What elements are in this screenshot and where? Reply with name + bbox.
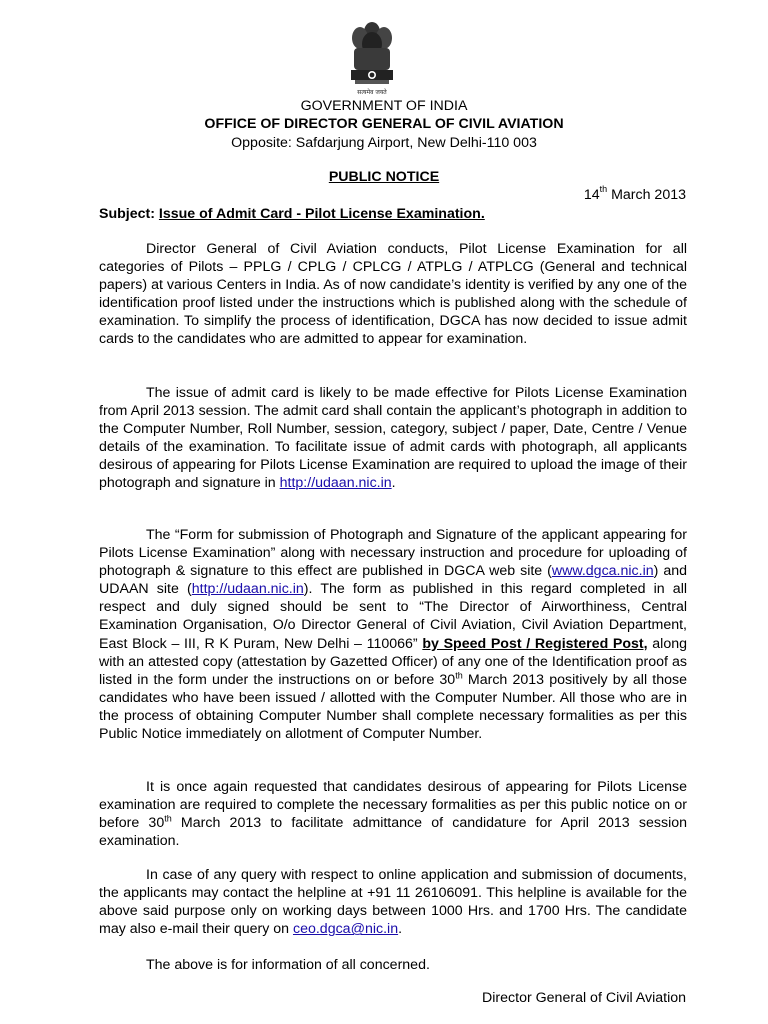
paragraph-4: It is once again requested that candidates desirous of appearing for Pilots License examination are required to complete the necessary formalities as per this public notice on or before 30th March 2013 to facilitate admittance of candidature for April 2013 session examination.	[99, 779, 687, 850]
subject-label: Subject:	[99, 206, 155, 222]
national-emblem-icon	[343, 18, 401, 96]
paragraph-5: In case of any query with respect to online application and submission of documents, the applicants may contact the helpline at +91 11 26106091. This helpline is available for the above said purpose only on working days between 1000 Hrs. and 1700 Hrs. The candidate may also e-mail their query on ceo.dgca@nic.in.	[99, 867, 687, 938]
header-office: OFFICE OF DIRECTOR GENERAL OF CIVIL AVIATION	[204, 116, 564, 132]
p2-text: The issue of admit card is likely to be made effective for Pilots License Examination from April 2013 session. The admit card shall contain the applicant’s photograph in addition to the Computer Number, Roll Number, session, category, subject / paper, Date, Centre / Venue details of the examination. To facilitate issue of admit cards with photograph, all applicants desirous of appearing for Pilots License Examination are required to upload the image of their photograph and signature in	[99, 385, 687, 492]
signature-line: Director General of Civil Aviation	[482, 990, 686, 1006]
notice-date	[584, 186, 686, 204]
dgca-link[interactable]: www.dgca.nic.in	[551, 563, 654, 580]
subject-text: Issue of Admit Card - Pilot License Examination.	[158, 206, 485, 222]
date-suffix: th	[599, 184, 608, 195]
paragraph-3: The “Form for submission of Photograph and Signature of the applicant appearing for Pilots License Examination” along with necessary instruction and procedure for uploading of photograph & signature to this effect are published in DGCA web site (www.dgca.nic.in) and UDAAN site (http://udaan.nic.in). The form as published in this regard completed in all respect and duly signed should be sent to “The Director of Airworthiness, Central Examination Organisation, O/o Director General of Civil Aviation, Civil Aviation Department, East Block – III, R K Puram, New Delhi – 110066” by Speed Post / Registered Post, along with an attested copy (attestation by Gazetted Officer) of any one of the Identification proof as listed in the form under the instructions on or before 30th March 2013 positively by all those candidates who have been issued / allotted with the Computer Number. All those who are in the process of obtaining Computer Number shall complete necessary formalities as per this Public Notice immediately on allotment of Computer Number.	[99, 527, 688, 743]
udaan-link[interactable]: http://udaan.nic.in	[279, 475, 392, 492]
header-address: Opposite: Safdarjung Airport, New Delhi-110 003	[231, 135, 537, 151]
paragraph-2: The issue of admit card is likely to be made effective for Pilots License Examination from April 2013 session. The admit card shall contain the applicant’s photograph in addition to the Computer Number, Roll Number, session, category, subject / paper, Date, Centre / Venue details of the examination. To facilitate issue of admit cards with photograph, all applicants desirous of appearing for Pilots License Examination are required to upload the image of their photograph and signature in http://udaan.nic.in.	[99, 385, 687, 492]
notice-title: PUBLIC NOTICE	[328, 169, 440, 185]
paragraph-1: Director General of Civil Aviation conducts, Pilot License Examination for all categories of Pilots – PPLG / CPLG / CPLCG / ATPLG / ATPLCG (General and technical papers) at various Centers in India. As of now candidate’s identity is verified by any one of the identification proof listed under the instructions which is published along with the schedule of examination. To simplify the process of identification, DGCA has now decided to issue admit cards to the candidates who are admitted to appear for examination.	[99, 241, 687, 348]
speed-post-note: by Speed Post / Registered Post,	[422, 635, 648, 652]
header-government: GOVERNMENT OF INDIA	[300, 98, 468, 114]
date-rest: March 2013	[607, 187, 686, 203]
subject-line	[99, 206, 485, 222]
paragraph-6: The above is for information of all concerned.	[146, 957, 430, 973]
udaan-link-2[interactable]: http://udaan.nic.in	[191, 581, 304, 598]
date-day: 14	[583, 187, 600, 203]
emblem-motto: सत्यमेव जयते	[357, 89, 387, 96]
email-link[interactable]: ceo.dgca@nic.in	[292, 921, 399, 938]
